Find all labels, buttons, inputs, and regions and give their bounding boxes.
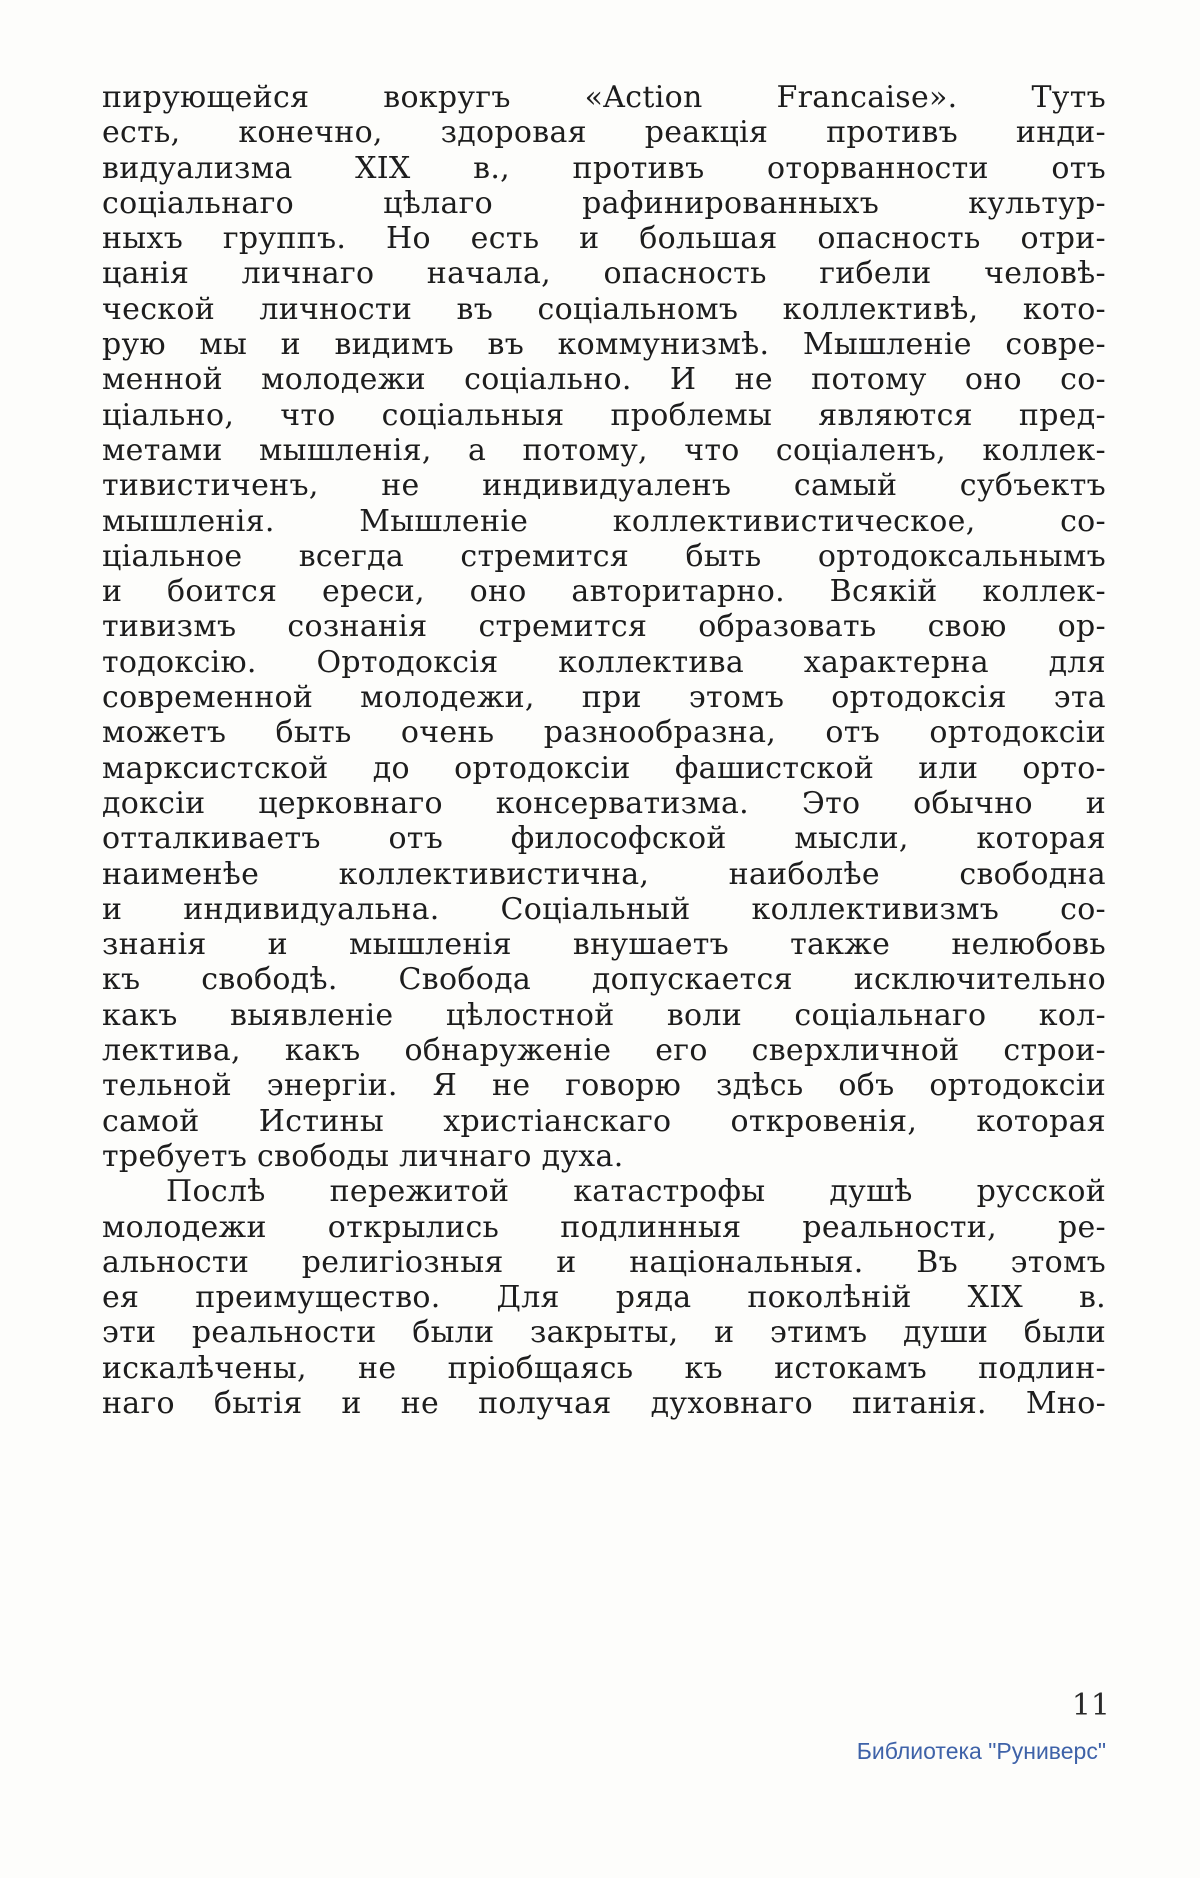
text-line: менной молодежи соціально. И не потому оно со- xyxy=(102,362,1106,398)
text-line: и индивидуальна. Соціальный коллективизмъ со- xyxy=(102,891,1106,927)
text-line: метами мышленія, а потому, что соціаленъ, коллек- xyxy=(102,432,1106,468)
text-line: ныхъ группъ. Но есть и большая опасность отри- xyxy=(102,221,1106,257)
text-line: требуетъ свободы личнаго духа. xyxy=(102,1138,624,1174)
text-line: ея преимущество. Для ряда поколѣній XIX в. xyxy=(102,1280,1106,1316)
text-line: мышленія. Мышленіе коллективистическое, со- xyxy=(102,503,1106,539)
text-line: самой Истины христіанскаго откровенія, которая xyxy=(102,1103,1106,1139)
text-line: ціальное всегда стремится быть ортодоксальнымъ xyxy=(102,538,1106,574)
text-line: современной молодежи, при этомъ ортодоксія эта xyxy=(102,680,1106,716)
text-line: знанія и мышленія внушаетъ также нелюбовь xyxy=(102,927,1106,963)
text-line: наименѣе коллективистична, наиболѣе свободна xyxy=(102,856,1106,892)
text-line: наго бытія и не получая духовнаго питанія. Мно- xyxy=(102,1385,1106,1421)
text-line: тивизмъ сознанія стремится образовать свою ор- xyxy=(102,609,1106,645)
text-line: ческой личности въ соціальномъ коллективѣ, кото- xyxy=(102,291,1106,327)
page-number: 11 xyxy=(1071,1688,1110,1723)
text-line: видуализма XIX в., противъ оторванности отъ xyxy=(102,150,1106,186)
text-line: молодежи открылись подлинныя реальности, ре- xyxy=(102,1209,1106,1245)
text-line: альности религіозныя и національныя. Въ этомъ xyxy=(102,1244,1106,1280)
text-line: къ свободѣ. Свобода допускается исключительно xyxy=(102,962,1106,998)
text-line: соціальнаго цѣлаго рафинированныхъ культур- xyxy=(102,185,1106,221)
text-line: марксистской до ортодоксіи фашистской или орто- xyxy=(102,750,1106,786)
text-line: можетъ быть очень разнообразна, отъ ортодоксіи xyxy=(102,715,1106,751)
text-line: и боится ереси, оно авторитарно. Всякій коллек- xyxy=(102,574,1106,610)
text-line: есть, конечно, здоровая реакція противъ инди- xyxy=(102,115,1106,151)
text-line: лектива, какъ обнаруженіе его сверхличной строи- xyxy=(102,1033,1106,1069)
text-line: тодоксію. Ортодоксія коллектива характерна для xyxy=(102,644,1106,680)
text-line: ціально, что соціальныя проблемы являются пред- xyxy=(102,397,1106,433)
text-line: тивистиченъ, не индивидуаленъ самый субъектъ xyxy=(102,468,1106,504)
library-watermark: Библиотека "Руниверс" xyxy=(856,1738,1106,1764)
text-line: искалѣчены, не пріобщаясь къ истокамъ подлин- xyxy=(102,1350,1106,1386)
text-line: какъ выявленіе цѣлостной воли соціальнаго кол- xyxy=(102,997,1106,1033)
text-line: рую мы и видимъ въ коммунизмѣ. Мышленіе совре- xyxy=(102,327,1106,363)
text-line: отталкиваетъ отъ философской мысли, которая xyxy=(102,821,1106,857)
text-line: цанія личнаго начала, опасность гибели человѣ- xyxy=(102,256,1106,292)
text-line: пирующейся вокругъ «Action Francaise». Тутъ xyxy=(102,80,1106,115)
text-line: доксіи церковнаго консерватизма. Это обычно и xyxy=(102,785,1106,821)
text-line: Послѣ пережитой катастрофы душѣ русской xyxy=(166,1174,1106,1210)
text-line: эти реальности были закрыты, и этимъ души были xyxy=(102,1315,1106,1351)
text-line: тельной энергіи. Я не говорю здѣсь объ ортодоксіи xyxy=(102,1068,1106,1104)
page-text xyxy=(102,80,1106,1421)
